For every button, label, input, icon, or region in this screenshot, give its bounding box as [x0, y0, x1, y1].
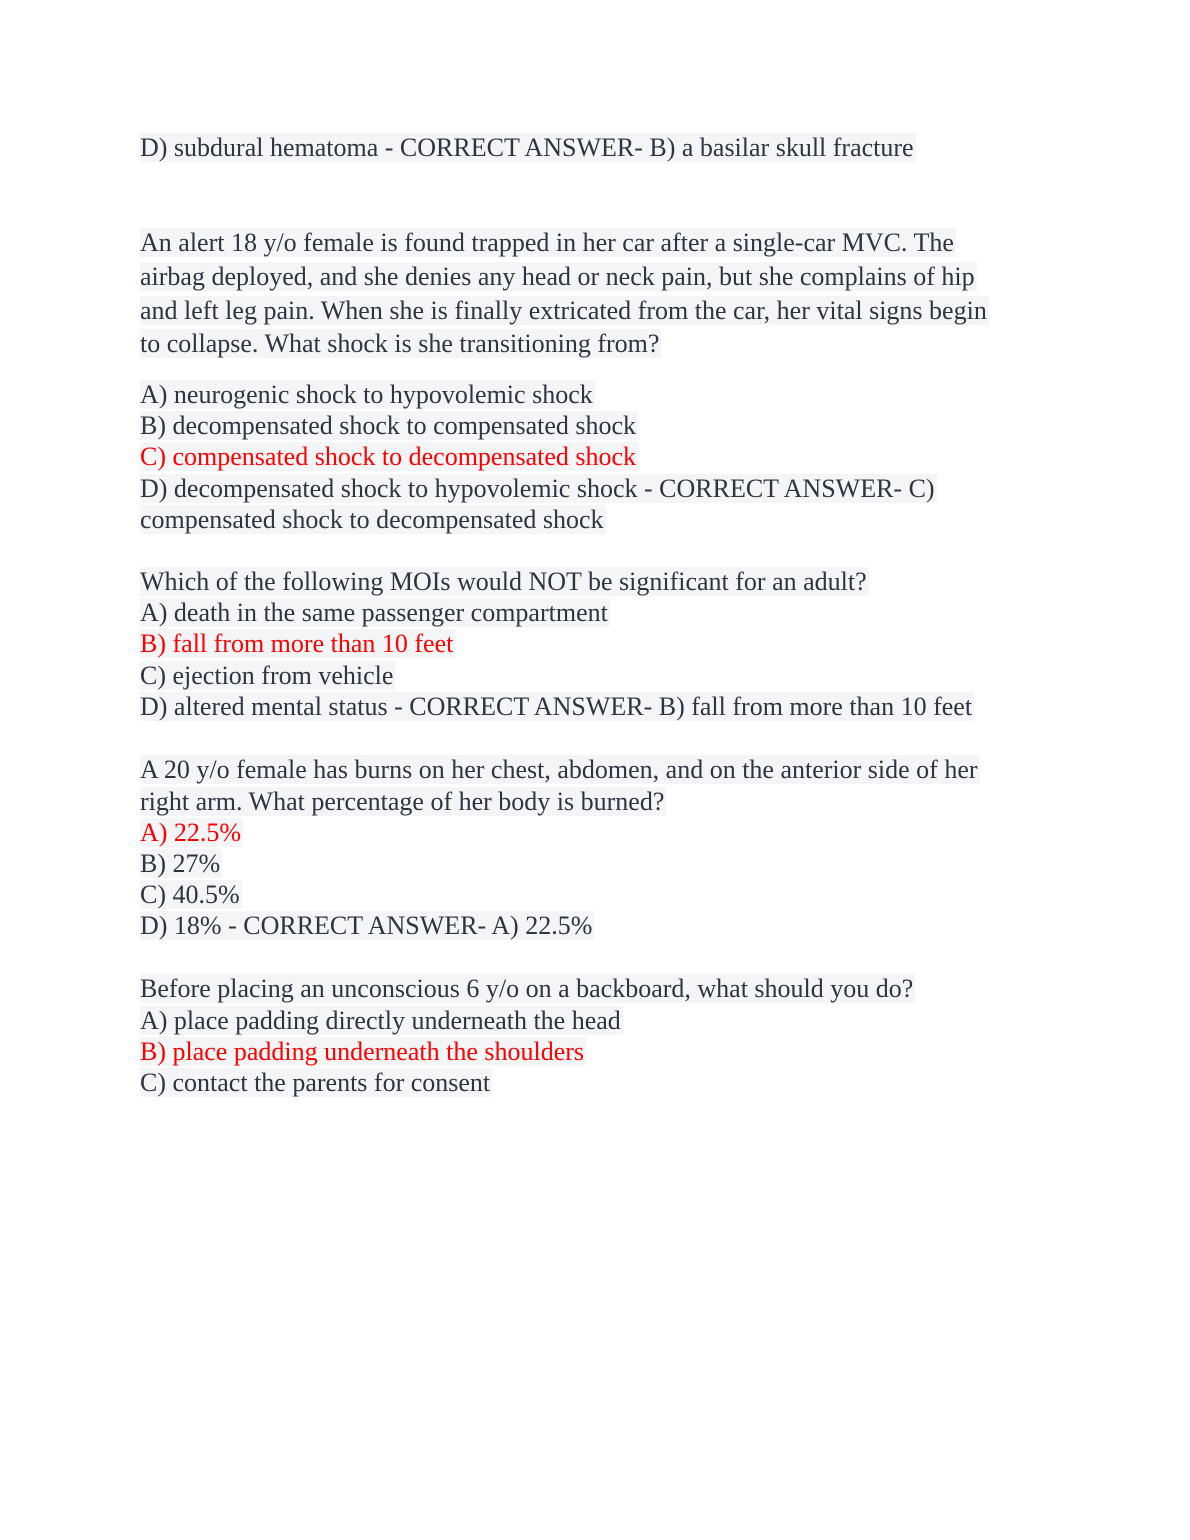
text-line-content: A 20 y/o female has burns on her chest, abdomen, and on the anterior side of her — [140, 755, 978, 784]
answer-option — [140, 1005, 623, 1037]
text-line-content: and left leg pain. When she is finally extricated from the car, her vital signs begin — [140, 296, 987, 325]
text-line-content: D) altered mental status - CORRECT ANSWER- B) fall from more than 10 feet — [140, 692, 973, 721]
text-line-content: C) compensated shock to decompensated shock — [140, 442, 637, 471]
text-line-content: D) decompensated shock to hypovolemic shock - CORRECT ANSWER- C) — [140, 474, 935, 503]
correct-answer-option — [140, 817, 243, 849]
answer-option — [140, 848, 222, 880]
text-line-content: D) 18% - CORRECT ANSWER- A) 22.5% — [140, 911, 593, 940]
text-line-content: A) neurogenic shock to hypovolemic shock — [140, 380, 593, 409]
text-line — [140, 132, 916, 164]
text-line-content: C) ejection from vehicle — [140, 661, 394, 690]
question-text-line — [140, 754, 980, 786]
text-line-content: B) decompensated shock to compensated shock — [140, 411, 637, 440]
text-line-content: D) subdural hematoma - CORRECT ANSWER- B) a basilar skull fracture — [140, 133, 914, 162]
text-line-content: A) death in the same passenger compartment — [140, 598, 608, 627]
answer-option — [140, 1067, 492, 1099]
text-line-content: compensated shock to decompensated shock — [140, 505, 604, 534]
text-line-content: C) contact the parents for consent — [140, 1068, 491, 1097]
text-line-content: B) place padding underneath the shoulders — [140, 1037, 585, 1066]
answer-key-line — [140, 504, 606, 536]
answer-option — [140, 597, 610, 629]
answer-option — [140, 379, 595, 411]
correct-answer-option — [140, 441, 638, 473]
question-text-line — [140, 261, 977, 293]
text-line-content: right arm. What percentage of her body is burned? — [140, 787, 665, 816]
text-line-content: A) 22.5% — [140, 818, 242, 847]
answer-option — [140, 879, 242, 911]
correct-answer-option — [140, 1036, 586, 1068]
text-line-content: B) 27% — [140, 849, 221, 878]
text-line-content: B) fall from more than 10 feet — [140, 629, 454, 658]
text-line-content: An alert 18 y/o female is found trapped in her car after a single-car MVC. The — [140, 228, 954, 257]
text-line-content: C) 40.5% — [140, 880, 240, 909]
answer-option — [140, 473, 937, 505]
text-line-content: to collapse. What shock is she transitioning from? — [140, 329, 660, 358]
question-text-line — [140, 328, 661, 360]
answer-option — [140, 410, 638, 442]
text-line-content: airbag deployed, and she denies any head or neck pain, but she complains of hip — [140, 262, 975, 291]
text-line-content: Before placing an unconscious 6 y/o on a backboard, what should you do? — [140, 974, 914, 1003]
correct-answer-option — [140, 628, 455, 660]
question-text-line — [140, 973, 915, 1005]
answer-option — [140, 660, 395, 692]
text-line-content: Which of the following MOIs would NOT be significant for an adult? — [140, 567, 867, 596]
answer-option — [140, 910, 594, 942]
question-text-line — [140, 295, 989, 327]
text-line-content: A) place padding directly underneath the head — [140, 1006, 621, 1035]
question-text-line — [140, 786, 666, 818]
question-text-line — [140, 227, 956, 259]
answer-option — [140, 691, 974, 723]
question-text-line — [140, 566, 869, 598]
